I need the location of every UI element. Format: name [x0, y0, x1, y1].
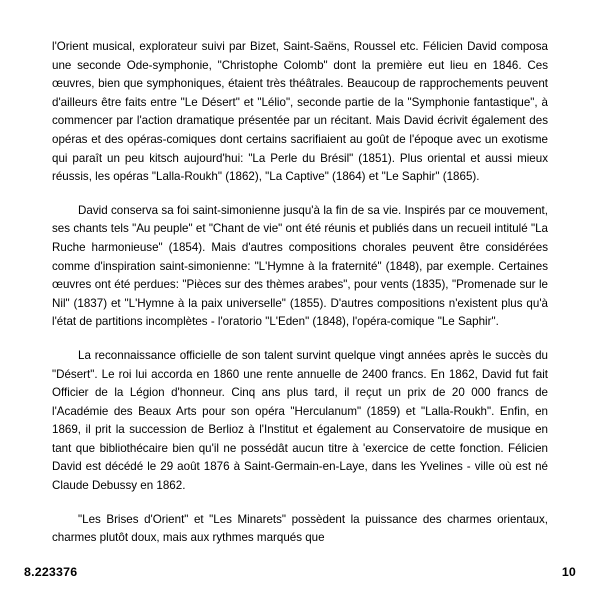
page-footer [0, 546, 600, 598]
paragraph: La reconnaissance officielle de son talent survint quelque vingt années après le succès du "Désert". Le roi lui accorda en 1860 une rente annuelle de 2400 francs. En 1862, David fut fait Officier de la Légion d'honneur. Cinq ans plus tard, il reçut un prix de 20 000 francs de l'Académie des Beaux Arts pour son opéra "Herculanum" (1859) et "Lalla-Roukh". Enfin, en 1869, il prit la succession de Berlioz à l'Institut et également au Conservatoire de musique en tant que bibliothécaire bien qu'il ne possédât aucun titre à 'exercice de cette fonction. Félicien David est décédé le 29 août 1876 à Saint-Germain-en-Laye, dans les Yvelines - ville où est né Claude Debussy en 1862. [52, 348, 548, 493]
paragraph: l'Orient musical, explorateur suivi par Bizet, Saint-Saëns, Roussel etc. Félicien David composa une seconde Ode-symphonie, "Christophe Colomb" dont la première eut lieu en 1846. Ces œuvres, bien que symphoniques, étaient très théâtrales. Beaucoup de rapprochements peuvent d'ailleurs être faits entre "Le Désert" et "Lélio", seconde partie de la "Symphonie fantastique", à commencer par l'action dramatique présentée par un récitant. Mais David écrivit également des opéras et des opéras-comiques dont certains sacrifiaient au goût de l'époque avec un exotisme qui paraît un peu kitsch aujourd'hui: "La Perle du Brésil" (1851). Plus oriental et aussi mieux réussis, les opéras "Lalla-Roukh" (1862), "La Captive" (1864) et "Le Saphir" (1865). [52, 40, 548, 184]
paragraph: "Les Brises d'Orient" et "Les Minarets" possèdent la puissance des charmes orientaux, charmes plutôt doux, mais aux rythmes marqués que [52, 512, 548, 545]
paragraph: David conserva sa foi saint-simonienne jusqu'à la fin de sa vie. Inspirés par ce mouvement, ses chants tels "Au peuple" et "Chant de vie" ont été réunis et publiés dans un recueil intitulé "La Ruche harmonieuse" (1854). Mais d'autres compositions chorales peuvent être considérées comme d'inspiration saint-simonienne: "L'Hymne à la fraternité" (1848), par exemple. Certaines œuvres ont été perdues: "Pièces sur des thèmes arabes", pour vents (1835), "Promenade sur le Nil" (1837) et "L'Hymne à la paix universelle" (1855). D'autres compositions n'existent plus qu'à l'état de partitions incomplètes - l'oratorio "L'Eden" (1848), l'opéra-comique "Le Saphir". [52, 203, 548, 329]
catalog-number: 8.223376 [24, 565, 78, 579]
page-number: 10 [561, 565, 576, 579]
document-body [52, 38, 548, 548]
